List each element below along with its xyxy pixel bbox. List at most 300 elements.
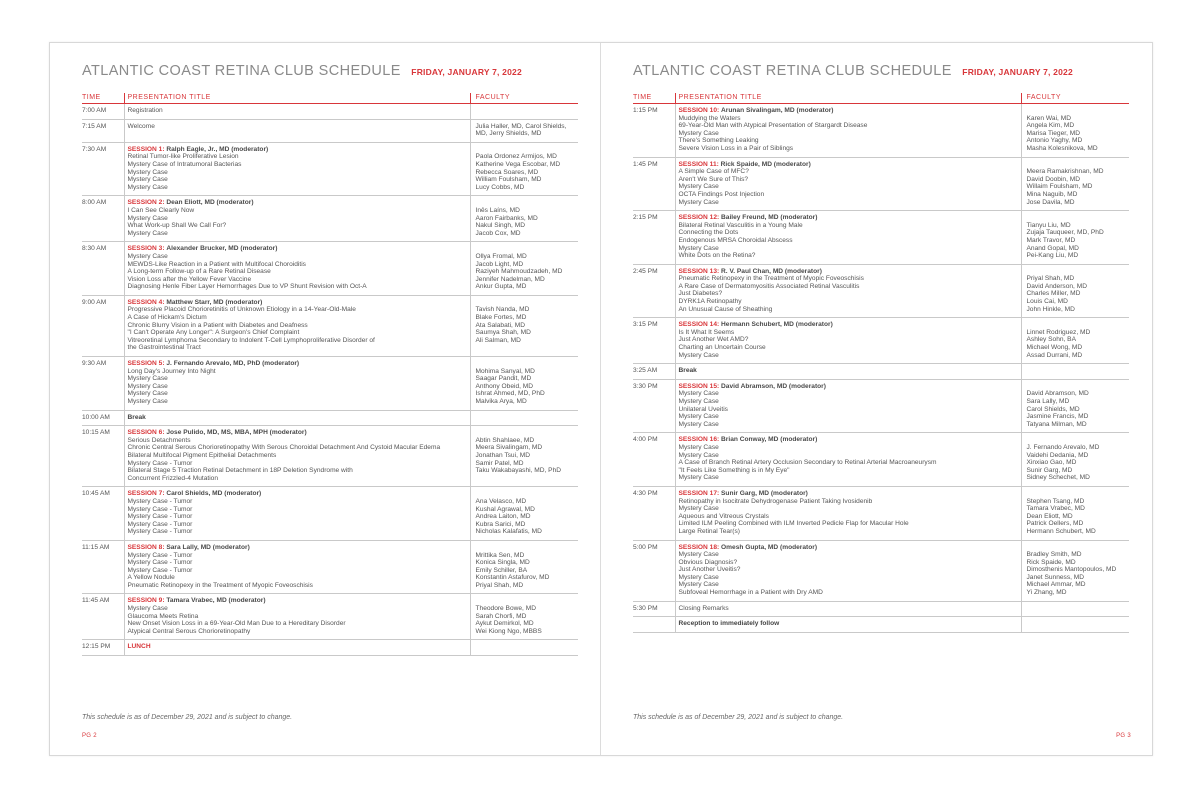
session-moderator: Dean Eliott, MD (moderator) [166, 199, 254, 207]
presentation-title: Mystery Case [678, 198, 719, 206]
presentation-cell [675, 540, 1021, 601]
presentation-title: Pneumatic Retinopexy in the Treatment of Myopic Foveoschisis [678, 275, 864, 283]
presentation-title: OCTA Findings Post Injection [678, 190, 765, 198]
faculty-list [1027, 383, 1130, 429]
presentation-title: Chronic Central Serous Chorioretinopathy With Serous Choroidal Detachment And Cystoid Macular Edema [127, 444, 441, 452]
presentation-title: Mystery Case [127, 605, 168, 613]
session-moderator: Alexander Brucker, MD (moderator) [166, 245, 278, 253]
presentation-title: A Case of Branch Retinal Artery Occlusion Secondary to Retinal Arterial Macroaneurysm [678, 459, 937, 467]
disclaimer: This schedule is as of December 29, 2021 and is subject to change. [82, 714, 293, 721]
faculty-list [476, 544, 579, 590]
schedule-row [633, 601, 1129, 617]
faculty-cell [470, 487, 578, 541]
schedule-row [82, 104, 578, 120]
session-label: SESSION 10: [678, 107, 720, 114]
faculty-name: Mrittika Sen, MD [475, 551, 525, 559]
presentation-title: Bilateral Multifocal Pigment Epithelial Detachments [127, 451, 277, 459]
faculty-name: Yi Zhang, MD [1026, 589, 1067, 597]
schedule-spread [49, 42, 1153, 756]
session-label: SESSION 5: [127, 360, 165, 368]
schedule-row [82, 540, 578, 594]
faculty-cell [470, 119, 578, 142]
faculty-name: Wei Kiong Ngo, MBBS [475, 627, 542, 635]
session-label: SESSION 11: [678, 160, 719, 168]
presentation-cell [675, 364, 1021, 380]
time-cell: 7:30 AM [82, 142, 124, 196]
faculty-name: Ana Velasco, MD [475, 497, 527, 505]
presentation-title: Welcome [127, 122, 155, 130]
session-moderator: Carol Shields, MD (moderator) [166, 490, 262, 498]
faculty-list [476, 199, 579, 237]
presentation-title: Unilateral Uveitis [678, 405, 728, 413]
presentation-title: Mystery Case [127, 375, 168, 383]
presentation-title: Endogenous MRSA Choroidal Abscess [678, 236, 793, 244]
faculty-cell [470, 540, 578, 594]
presentation-title: An Unusual Cause of Sheathing [678, 305, 773, 313]
faculty-name: David Abramson, MD [1026, 390, 1089, 398]
faculty-name: William Foulsham, MD [475, 176, 542, 184]
presentation-cell [675, 601, 1021, 617]
presentation-title: Mystery Case - Tumor [127, 559, 193, 567]
session-label: SESSION 1: [127, 145, 165, 153]
faculty-list [1027, 544, 1130, 597]
presentation-title: Is It What It Seems [678, 328, 735, 336]
presentation-title: Subfoveal Hemorrhage in a Patient with Dry AMD [678, 589, 823, 597]
faculty-list [1027, 490, 1130, 536]
time-cell: 3:25 AM [633, 364, 675, 380]
faculty-column-header: FACULTY [470, 93, 578, 104]
faculty-name: Antonio Yaghy, MD [1026, 137, 1083, 145]
time-cell: 5:00 PM [633, 540, 675, 601]
session-moderator: Jose Pulido, MD, MS, MBA, MPH (moderator) [166, 429, 307, 437]
faculty-name: Pei-Kang Liu, MD [1026, 252, 1079, 260]
presentation-title: Charting an Uncertain Course [678, 344, 766, 352]
presentation-title: Mystery Case - Tumor [127, 459, 193, 467]
faculty-name: Michael Wong, MD [1026, 344, 1083, 352]
faculty-name: Dimosthenis Mantopoulos, MD [1026, 566, 1117, 574]
faculty-name: Janet Sunness, MD [1026, 573, 1085, 581]
presentation-title: Bilateral Stage 5 Traction Retinal Detachment in 18P Deletion Syndrome with [127, 467, 353, 475]
presentation-cell [124, 119, 470, 142]
session-header [679, 544, 1018, 552]
session-header [128, 299, 467, 307]
session-header [679, 490, 1018, 498]
presentation-title: the Gastrointestinal Tract [127, 344, 201, 352]
faculty-name: Sara Lally, MD [1026, 398, 1070, 405]
presentation-title: Serious Detachments [127, 436, 191, 444]
faculty-cell [470, 104, 578, 120]
faculty-name: Meera Ramakrishnan, MD [1026, 168, 1104, 176]
presentation-title: Mystery Case [678, 474, 719, 482]
faculty-list [476, 429, 579, 475]
presentation-cell [675, 157, 1021, 211]
presentation-title: Mystery Case [678, 390, 719, 398]
presentation-title: Mystery Case [678, 443, 719, 451]
page-left [50, 43, 600, 755]
schedule-row [82, 487, 578, 541]
presentation-title: "I Can't Operate Any Longer": A Surgeon's Chief Complaint [127, 329, 300, 337]
faculty-name: Konica Singla, MD [475, 559, 530, 567]
page-header [82, 62, 522, 80]
schedule-row [633, 104, 1129, 158]
page-date: FRIDAY, JANUARY 7, 2022 [411, 67, 522, 77]
presentation-title: A Yellow Nodule [127, 574, 175, 582]
presentation-title: Atypical Central Serous Chorioretinopathy [127, 627, 251, 635]
faculty-name: Samir Patel, MD [475, 459, 524, 467]
faculty-name: Hermann Schubert, MD [1026, 527, 1096, 535]
presentation-title: Pneumatic Retinopexy in the Treatment of Myopic Foveoschisis [127, 581, 313, 589]
faculty-cell [1021, 486, 1129, 540]
presentation-title: I Can See Clearly Now [127, 206, 195, 214]
faculty-name: Sidney Schechet, MD [1026, 474, 1090, 482]
schedule-body [633, 104, 1129, 633]
presentation-cell [124, 295, 470, 356]
schedule-table [82, 93, 578, 656]
schedule-row [82, 242, 578, 296]
faculty-cell [470, 594, 578, 640]
session-header [679, 436, 1018, 444]
faculty-name: Dean Eliott, MD [1026, 512, 1073, 520]
presentation-title: Aqueous and Vitreous Crystals [678, 512, 769, 520]
presentation-title: Mystery Case of Intratumoral Bacterias [127, 160, 242, 168]
presentation-title: Vision Loss after the Yellow Fever Vaccine [127, 275, 252, 283]
faculty-name: Bradley Smith, MD [1026, 551, 1082, 559]
presentation-title: "It Feels Like Something is in My Eye" [678, 466, 790, 474]
session-moderator: R. V. Paul Chan, MD (moderator) [721, 267, 822, 275]
schedule-row [82, 142, 578, 196]
presentation-title: Mystery Case [127, 252, 168, 260]
presentation-title: A Long-term Follow-up of a Rare Retinal Disease [127, 268, 271, 276]
session-header [679, 214, 1018, 222]
presentation-cell [675, 433, 1021, 487]
schedule-row [633, 318, 1129, 364]
presentation-title: Aren't We Sure of This? [678, 175, 749, 183]
faculty-name: Charles Miller, MD [1026, 290, 1081, 298]
page-title: ATLANTIC COAST RETINA CLUB SCHEDULE [633, 63, 952, 79]
schedule-row [633, 364, 1129, 380]
faculty-name: Masha Kolesnikova, MD [1026, 144, 1098, 152]
faculty-cell [470, 196, 578, 242]
faculty-cell [470, 640, 578, 656]
presentation-cell [124, 640, 470, 656]
time-cell: 10:15 AM [82, 426, 124, 487]
time-cell: 2:15 PM [633, 211, 675, 265]
presentation-title: Mystery Case [678, 451, 719, 459]
session-header [679, 161, 1018, 169]
faculty-cell [1021, 601, 1129, 617]
session-moderator: Arunan Sivalingam, MD (moderator) [721, 107, 834, 114]
presentation-title: Mystery Case [678, 581, 719, 589]
faculty-cell [470, 410, 578, 426]
session-label: SESSION 16: [678, 436, 720, 444]
presentation-title: Vitreoretinal Lymphoma Secondary to Indolent T-Cell Lymphoproliferative Disorder of [127, 336, 375, 344]
faculty-name: Patrick Oellers, MD [1026, 520, 1084, 528]
faculty-name: Marisa Tieger, MD [1026, 129, 1080, 137]
presentation-cell [124, 410, 470, 426]
faculty-name: Karen Wai, MD [1026, 114, 1071, 122]
faculty-list [1027, 214, 1130, 260]
presentation-title: Bilateral Retinal Vasculitis in a Young Male [678, 221, 803, 229]
session-header [128, 146, 467, 154]
page-right [601, 43, 1151, 755]
presentation-cell [124, 357, 470, 411]
faculty-name: Tavish Nanda, MD [475, 306, 530, 314]
time-cell: 2:45 PM [633, 264, 675, 318]
title-column-header: PRESENTATION TITLE [675, 93, 1021, 104]
presentation-title: Mystery Case [678, 413, 719, 421]
faculty-name: Taku Wakabayashi, MD, PhD [475, 467, 562, 475]
faculty-cell [1021, 617, 1129, 633]
faculty-name: Priyal Shah, MD [1026, 275, 1075, 283]
faculty-name: Lucy Cobbs, MD [475, 183, 525, 191]
time-cell: 1:45 PM [633, 157, 675, 211]
session-moderator: Sunir Garg, MD (moderator) [721, 489, 808, 497]
faculty-name: Ishrat Ahmed, MD, PhD [475, 390, 545, 398]
faculty-cell [1021, 433, 1129, 487]
presentation-cell [124, 487, 470, 541]
faculty-list [1027, 161, 1130, 207]
faculty-column-header: FACULTY [1021, 93, 1129, 104]
faculty-name: Jacob Cox, MD [475, 229, 521, 237]
presentation-title: Large Retinal Tear(s) [678, 527, 740, 535]
time-cell: 5:30 PM [633, 601, 675, 617]
session-moderator: Tamara Vrabec, MD (moderator) [166, 597, 266, 605]
page-title: ATLANTIC COAST RETINA CLUB SCHEDULE [82, 63, 401, 79]
faculty-name: Vaidehi Dedania, MD [1026, 451, 1089, 459]
session-header [128, 245, 467, 253]
faculty-name: Priyal Shah, MD [475, 581, 524, 589]
faculty-name: Linnet Rodriguez, MD [1026, 328, 1091, 336]
presentation-title: Just Another Uveitis? [678, 566, 741, 574]
session-header [679, 383, 1018, 391]
faculty-name: Louis Cai, MD [1026, 298, 1068, 306]
schedule-row [82, 196, 578, 242]
presentation-title: Long Day's Journey Into Night [127, 367, 216, 375]
presentation-title: Break [127, 413, 146, 421]
session-header [128, 597, 467, 605]
faculty-name: Ollya Fromal, MD [475, 252, 527, 260]
presentation-title: Muddying the Waters [678, 114, 741, 122]
presentation-title: Glaucoma Meets Retina [127, 612, 199, 620]
faculty-name: Inês Laíns, MD [475, 206, 520, 214]
presentation-title: Mystery Case [678, 551, 719, 559]
faculty-name: Malvika Arya, MD [475, 398, 527, 405]
faculty-list [1027, 268, 1130, 314]
faculty-list [1027, 107, 1130, 153]
faculty-cell [470, 242, 578, 296]
schedule-row [82, 426, 578, 487]
faculty-name: Julia Haller, MD, Carol Shields, [475, 122, 567, 130]
time-column-header: TIME [633, 93, 675, 104]
session-label: SESSION 3: [127, 245, 165, 253]
presentation-title: Mystery Case [127, 176, 168, 184]
presentation-title: Limited ILM Peeling Combined with ILM Inverted Pedicle Flap for Macular Hole [678, 520, 909, 528]
schedule-body [82, 104, 578, 656]
presentation-title: Diagnosing Henle Fiber Layer Hemorrhages Due to VP Shunt Revision with Oct-A [127, 283, 367, 291]
presentation-cell [124, 540, 470, 594]
faculty-name: Angela Kim, MD [1026, 122, 1075, 130]
time-cell: 9:00 AM [82, 295, 124, 356]
schedule-row [633, 540, 1129, 601]
faculty-name: Stephen Tsang, MD [1026, 497, 1085, 505]
faculty-name: Theodore Bowe, MD [475, 605, 536, 613]
presentation-title: Mystery Case [678, 244, 719, 252]
faculty-name: Willaim Foulsham, MD [1026, 183, 1093, 191]
presentation-title: Mystery Case [678, 420, 719, 428]
faculty-name: Ankur Gupta, MD [475, 283, 527, 291]
presentation-title: What Work-up Shall We Call For? [127, 222, 227, 230]
presentation-title: White Dots on the Retina? [678, 252, 756, 260]
presentation-title: A Case of Hickam's Dictum [127, 314, 207, 322]
session-moderator: Omesh Gupta, MD (moderator) [721, 543, 818, 551]
presentation-title: A Simple Case of MFC? [678, 168, 749, 176]
presentation-cell [675, 211, 1021, 265]
faculty-cell [1021, 104, 1129, 158]
time-cell: 3:30 PM [633, 379, 675, 433]
presentation-cell [675, 318, 1021, 364]
session-moderator: Ralph Eagle, Jr., MD (moderator) [166, 145, 269, 153]
faculty-name: Tamara Vrabec, MD [1026, 505, 1085, 513]
presentation-title: Mystery Case - Tumor [127, 513, 193, 521]
presentation-title: Mystery Case [127, 229, 168, 237]
faculty-cell [1021, 379, 1129, 433]
session-label: SESSION 7: [127, 490, 165, 498]
faculty-name: Anand Gopal, MD [1026, 244, 1079, 252]
time-cell: 8:30 AM [82, 242, 124, 296]
faculty-list [476, 360, 579, 406]
faculty-name: Rebecca Soares, MD [475, 168, 539, 176]
session-label: SESSION 17: [678, 489, 720, 497]
presentation-title: Mystery Case [127, 390, 168, 398]
time-cell: 7:15 AM [82, 119, 124, 142]
session-label: SESSION 2: [127, 199, 165, 207]
presentation-title: Just Another Wet AMD? [678, 336, 749, 344]
schedule-row [633, 617, 1129, 633]
faculty-name: Blake Fortes, MD [475, 314, 527, 322]
faculty-cell [1021, 364, 1129, 380]
presentation-title: DYRK1A Retinopathy [678, 298, 742, 306]
faculty-name: Ali Salman, MD [475, 336, 521, 344]
session-header [128, 544, 467, 552]
time-cell: 11:15 AM [82, 540, 124, 594]
faculty-name: Paola Ordonez Armijos, MD [475, 153, 557, 161]
page-date: FRIDAY, JANUARY 7, 2022 [962, 67, 1073, 77]
presentation-title: Mystery Case [127, 214, 168, 222]
schedule-row [82, 410, 578, 426]
faculty-list [1027, 321, 1130, 359]
presentation-title: There's Something Leaking [678, 137, 759, 145]
faculty-name: Andrea Laiton, MD [475, 513, 531, 521]
presentation-cell [675, 104, 1021, 158]
faculty-name: Jacob Light, MD [475, 260, 524, 268]
presentation-title: Just Diabetes? [678, 290, 723, 298]
session-moderator: Brian Conway, MD (moderator) [721, 436, 818, 444]
presentation-title: Mystery Case - Tumor [127, 520, 193, 528]
presentation-title: Progressive Placoid Chorioretinitis of Unknown Etiology in a 14-Year-Old-Male [127, 306, 356, 314]
schedule-row [633, 433, 1129, 487]
session-moderator: Matthew Starr, MD (moderator) [166, 298, 263, 306]
presentation-title: Closing Remarks [678, 604, 729, 612]
faculty-list [476, 245, 579, 291]
faculty-name: Raziyeh Mahmoudzadeh, MD [475, 268, 563, 276]
session-label: SESSION 9: [127, 597, 165, 605]
faculty-name: Sarah Chorfi, MD [475, 612, 527, 620]
time-cell: 3:15 PM [633, 318, 675, 364]
faculty-name: MD, Jerry Shields, MD [475, 130, 542, 138]
presentation-title: Registration [127, 107, 163, 114]
presentation-title: Retinal Tumor-like Proliferative Lesion [127, 153, 239, 161]
faculty-cell [1021, 157, 1129, 211]
faculty-list [476, 299, 579, 345]
faculty-cell [470, 295, 578, 356]
faculty-name: Tatyana Milman, MD [1026, 420, 1087, 428]
faculty-cell [1021, 540, 1129, 601]
faculty-list [1027, 436, 1130, 482]
presentation-title: A Rare Case of Dermatomyositis Associated Retinal Vasculitis [678, 282, 860, 290]
faculty-name: Nakul Singh, MD [475, 222, 525, 230]
faculty-cell [470, 357, 578, 411]
faculty-cell [470, 426, 578, 487]
presentation-title: Mystery Case - Tumor [127, 497, 193, 505]
faculty-cell [1021, 318, 1129, 364]
schedule-row [633, 486, 1129, 540]
faculty-name: David Anderson, MD [1026, 282, 1087, 290]
faculty-name: Aykut Demirkol, MD [475, 620, 534, 628]
presentation-title: Mystery Case [678, 573, 719, 581]
presentation-title: Connecting the Dots [678, 229, 739, 237]
presentation-title: Mystery Case - Tumor [127, 505, 193, 513]
faculty-cell [1021, 211, 1129, 265]
faculty-name: Tianyu Liu, MD [1026, 221, 1071, 229]
faculty-name: Jennifer Nadelman, MD [475, 275, 545, 283]
time-cell [633, 617, 675, 633]
presentation-title: Mystery Case [678, 129, 719, 137]
presentation-title: Mystery Case - Tumor [127, 551, 193, 559]
presentation-title: Mystery Case [678, 183, 719, 191]
presentation-cell [124, 242, 470, 296]
faculty-name: Zujaja Tauqueer, MD, PhD [1026, 229, 1104, 237]
time-cell: 1:15 PM [633, 104, 675, 158]
session-header [128, 429, 467, 437]
time-cell: 9:30 AM [82, 357, 124, 411]
faculty-name: Saagar Pandit, MD [475, 375, 532, 383]
presentation-title: New Onset Vision Loss in a 69-Year-Old Man Due to a Hereditary Disorder [127, 620, 346, 628]
schedule-row [633, 379, 1129, 433]
presentation-cell [675, 379, 1021, 433]
presentation-cell [675, 264, 1021, 318]
faculty-name: Assad Durrani, MD [1026, 351, 1083, 359]
presentation-title: Mystery Case [127, 382, 168, 390]
session-label: SESSION 4: [127, 298, 165, 306]
session-header [679, 321, 1018, 329]
faculty-name: Ata Salabati, MD [475, 321, 525, 329]
presentation-title: Mystery Case [678, 351, 719, 359]
session-label: SESSION 18: [678, 543, 720, 551]
session-label: SESSION 14: [678, 321, 720, 329]
time-cell: 4:00 PM [633, 433, 675, 487]
faculty-name: Michael Ammar, MD [1026, 581, 1086, 589]
session-moderator: Sara Lally, MD (moderator) [166, 543, 250, 551]
disclaimer: This schedule is as of December 29, 2021 and is subject to change. [633, 714, 844, 721]
presentation-title: Mystery Case - Tumor [127, 528, 193, 536]
faculty-name: Katherine Vega Escobar, MD [475, 160, 561, 168]
presentation-title: Mystery Case - Tumor [127, 566, 193, 574]
faculty-name: Jonathan Tsui, MD [475, 451, 530, 459]
faculty-list [476, 597, 579, 635]
faculty-name: John Hinkle, MD [1026, 305, 1075, 313]
schedule-row [633, 157, 1129, 211]
session-header [128, 199, 467, 207]
